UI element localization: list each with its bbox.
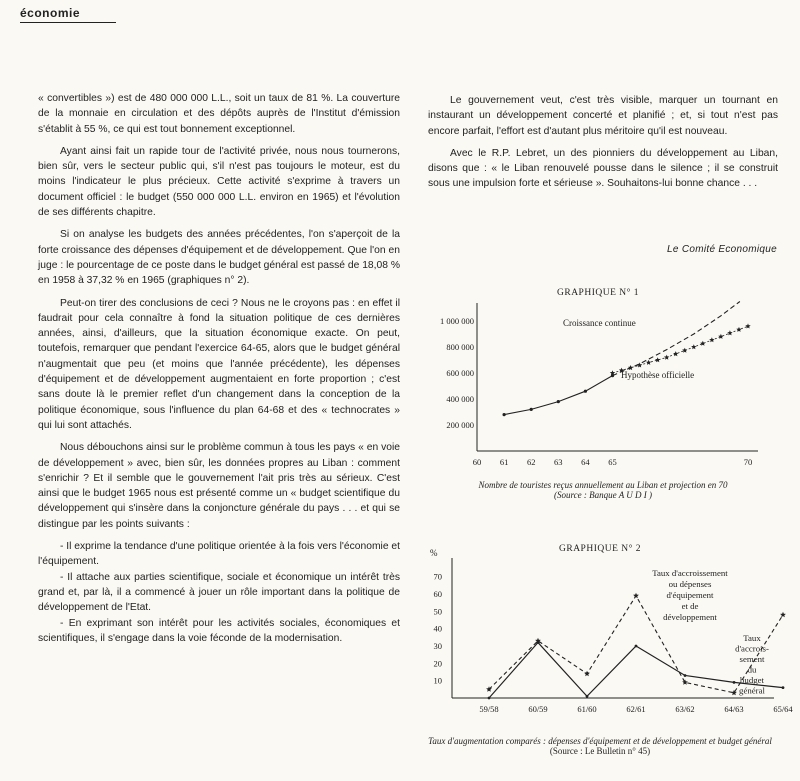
paragraph: Peut-on tirer des conclusions de ceci ? Nous ne le croyons pas : en effet il faudrait pour cela connaître à fond la situation politique de ces dernières années, ainsi, d'ailleurs, que la situation économique exacte. On peut, toutefois, remarquer que pendant l'exercice 64-65, alors que le budget général n'augmentait que peu (et moins que l'année précédente), les dépenses d'équipement et de développement augmentaient en forte proportion ; c'est sans doute là le premier reflet d'un changement dans la conception de la politique économique, sous l'influence du plan 64-68 et des « technocrates » qui lui sont attachés. — [38, 297, 400, 431]
data-point — [537, 641, 540, 644]
chart2-svg — [422, 544, 793, 724]
x-tick-label: 65 — [608, 457, 617, 467]
x-tick-label: 59/58 — [479, 704, 499, 714]
chart2-title: GRAPHIQUE N° 2 — [559, 544, 642, 554]
x-tick-label: 60/59 — [528, 704, 548, 714]
legend-label-budget: du — [747, 664, 757, 675]
y-tick-label: 70 — [433, 571, 442, 582]
y-tick-label: 60 — [433, 589, 442, 599]
section-header: économie — [20, 6, 81, 20]
x-tick-label: 63/62 — [675, 704, 695, 714]
unit-label: % — [430, 548, 438, 558]
chart2-caption — [422, 736, 778, 756]
star-marker — [736, 327, 741, 332]
y-tick-label: 800 000 — [446, 342, 474, 352]
y-tick-label: 50 — [433, 606, 442, 617]
star-marker — [584, 671, 590, 677]
chart1-svg — [440, 298, 775, 478]
data-point — [488, 697, 491, 700]
paragraph: Si on analyse les budgets des années précédentes, l'on s'aperçoit de la forte croissance des dépenses d'équipement et de développement. Que l'on en juge : le pourcentage de ce poste dans le budget général est passé de 18,08 % en 1958 à 37,32 % en 1965 (graphiques n° 2). — [38, 229, 400, 287]
y-tick-label: 10 — [433, 675, 442, 686]
list-item: - En exprimant son intérêt pour les activités sociales, économiques et scientifiques, il s'engage dans la voie féconde de la modernisation. — [38, 617, 400, 644]
paragraph: Ayant ainsi fait un rapide tour de l'activité privée, nous nous tournerons, bien sûr, vers le secteur public qui, s'il n'est pas toujours le moteur, est du moins l'indicateur le plus précieux. Cette activité s'exprime à travers un document officiel : le budget (550 000 000 L.L. environ en 1965) et l'évolution de ses différents chapitre. — [38, 145, 400, 219]
x-tick-label: 60 — [472, 457, 482, 467]
x-tick-label: 62 — [526, 457, 536, 467]
chart1-caption — [428, 480, 778, 500]
chart1-source: (Source : Banque A U D I ) — [553, 490, 653, 500]
data-point — [584, 390, 587, 393]
star-marker — [691, 344, 696, 349]
legend-label-budget: sement — [739, 654, 765, 664]
x-tick-label: 64 — [581, 457, 590, 467]
chart2-source: (Source : Le Bulletin n° 45) — [549, 746, 651, 756]
legend-label-depenses: ou dépenses — [668, 579, 712, 589]
star-marker — [655, 357, 660, 362]
paragraph: Avec le R.P. Lebret, un des pionniers du développement au Liban, disons que : « le Liban renouvelé pousse dans le silence ; il se construit sous une impulsion forte et sérieuse ». Souhaitons-lui bonne chance . . . — [428, 147, 778, 190]
star-marker — [682, 348, 687, 353]
y-tick-label: 400 000 — [446, 394, 474, 404]
list-item: - Il attache aux parties scientifique, sociale et économique un intérêt très grand et, par là, il a commencé à jouer un rôle important dans la politique de développement de l'Etat. — [38, 571, 400, 614]
legend-label-budget: budget — [740, 675, 764, 685]
star-marker — [709, 337, 714, 342]
legend-label-depenses: d'équipement — [666, 590, 714, 600]
paragraph: Le gouvernement veut, c'est très visible, marquer un tournant en instaurant un développement concerté et planifié ; et, si tout n'est pas encore parfait, l'effort est d'autant plus méritoire qu'il est nouveau. — [428, 95, 778, 137]
chart1-caption-text: Nombre de touristes reçus annuellement au Liban et projection en 70 — [478, 480, 728, 490]
series-label-croissance: Croissance continue — [563, 318, 636, 328]
star-marker — [633, 593, 639, 599]
chart1-title: GRAPHIQUE N° 1 — [557, 288, 640, 298]
header-rule — [20, 22, 116, 23]
y-tick-label: 20 — [433, 658, 442, 669]
series-label-hypothese: Hypothèse officielle — [621, 370, 695, 380]
star-marker — [745, 323, 750, 328]
star-marker — [727, 330, 732, 335]
x-tick-label: 61/60 — [577, 704, 597, 714]
legend-label-budget: Taux — [743, 633, 761, 643]
y-tick-label: 40 — [433, 623, 442, 634]
x-tick-label: 64/63 — [724, 704, 744, 714]
left-column — [38, 91, 400, 653]
star-marker — [700, 341, 705, 346]
data-point — [557, 400, 560, 403]
x-tick-label: 62/61 — [626, 704, 646, 714]
chart2-caption-text: Taux d'augmentation comparés : dépenses d'équipement et de développement et budget général — [428, 736, 772, 746]
star-marker — [637, 362, 642, 367]
legend-label-depenses: et de — [681, 601, 699, 611]
star-marker — [682, 679, 688, 684]
star-marker — [646, 360, 651, 365]
series-line-hypothese — [613, 326, 749, 373]
list-item: - Il exprime la tendance d'une politique orientée à la fois vers l'économie et l'équipement. — [38, 541, 400, 568]
star-marker — [673, 351, 678, 356]
signature: Le Comité Economique — [667, 244, 777, 255]
legend-label-depenses: développement — [663, 612, 717, 622]
legend-label-budget: général — [739, 685, 765, 696]
star-marker — [664, 355, 669, 360]
x-tick-label: 63 — [554, 457, 563, 467]
star-marker — [731, 690, 737, 695]
legend-label-depenses: Taux d'accroissement — [652, 568, 728, 578]
data-point — [503, 413, 506, 416]
data-point — [635, 645, 638, 648]
star-marker — [780, 612, 786, 617]
star-marker — [718, 334, 723, 339]
x-tick-label: 70 — [743, 457, 753, 467]
series-line-observed — [504, 376, 612, 415]
data-point — [586, 695, 589, 698]
y-tick-label: 600 000 — [446, 368, 474, 378]
paragraph: « convertibles ») est de 480 000 000 L.L., soit un taux de 81 %. La couverture de la monnaie en circulation et des dépôts auprès de l'Institut d'émission s'établit à 55 %, ce qui est tout bonnement exceptionnel. — [38, 93, 400, 135]
y-tick-label: 1 000 000 — [440, 316, 474, 326]
x-tick-label: 61 — [499, 457, 509, 467]
legend-label-budget: d'accrois- — [735, 643, 769, 654]
paragraph: Nous débouchons ainsi sur le problème commun à tous les pays « en voie de développement » avec, bien sûr, les données propres au Liban : comment s'enrichir ? Et il semble que le gouvernement l'ait pris très au sérieux. C'est ainsi que le budget 1965 nous est présenté comme un « budget scientifique du développement qui s'insère dans la conjoncture générale du pays . . . et qui se distingue par les points suivants : — [38, 442, 400, 530]
series-line-croissance — [613, 302, 740, 376]
y-tick-label: 200 000 — [446, 420, 474, 430]
x-tick-label: 65/64 — [773, 704, 793, 714]
data-point — [782, 686, 785, 689]
y-tick-label: 30 — [433, 641, 442, 651]
data-point — [530, 408, 533, 411]
data-point — [684, 674, 687, 677]
data-point — [733, 681, 736, 684]
right-column — [428, 93, 778, 199]
